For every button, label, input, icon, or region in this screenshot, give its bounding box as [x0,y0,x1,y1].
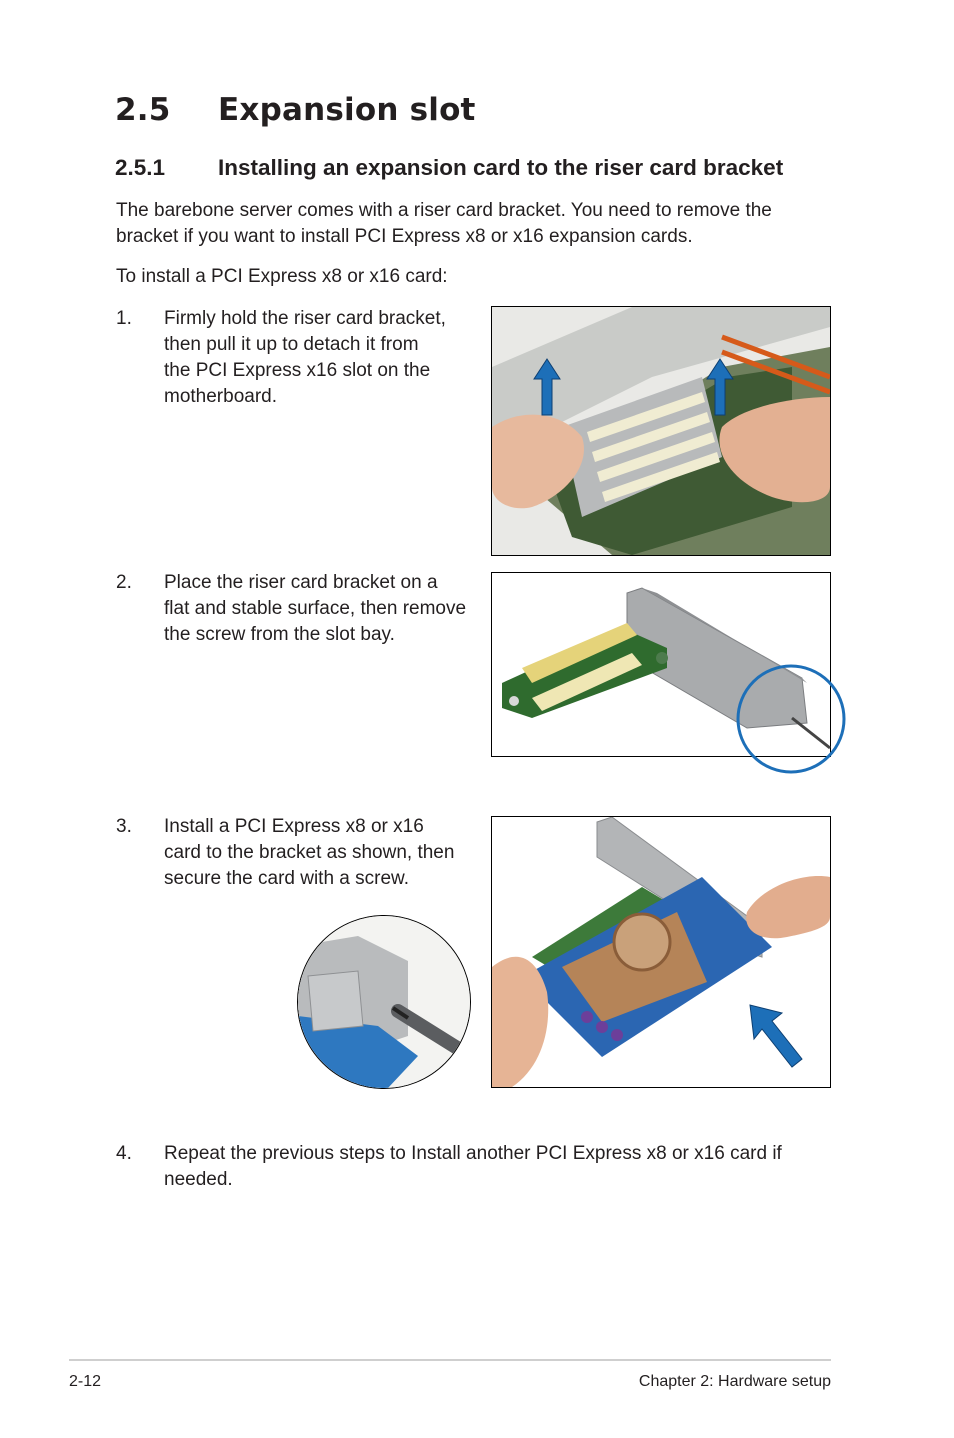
intro-line: The barebone server comes with a riser card bracket. You need to remove the [116,200,772,221]
section-title: Expansion slot [218,92,476,128]
step-3-figure [491,816,831,1088]
step-2-number: 2. [116,572,132,593]
step-line: the PCI Express x16 slot on the [164,360,431,381]
step-1-number: 1. [116,308,132,329]
intro-paragraph [116,198,816,250]
intro-line: bracket if you want to install PCI Express x8 or x16 expansion cards. [116,226,693,247]
subsection-number: 2.5.1 [115,155,166,180]
lead-in-text: To install a PCI Express x8 or x16 card: [116,266,448,287]
step-line: Install a PCI Express x8 or x16 [164,816,424,837]
step-line: Repeat the previous steps to Install another PCI Express x8 or x16 card if [164,1143,782,1164]
screw-closeup-inset [297,915,471,1089]
step-3-text [164,814,454,892]
section-heading [115,92,476,128]
step-line: Place the riser card bracket on a [164,572,438,593]
step-2-figure [491,572,831,757]
section-number: 2.5 [115,92,171,128]
step-line: needed. [164,1169,233,1190]
step-4-number: 4. [116,1143,132,1164]
step-line: Firmly hold the riser card bracket, [164,308,446,329]
step-line: card to the bracket as shown, then [164,842,455,863]
step-1-text [164,306,446,410]
subsection-heading [115,155,783,181]
step-line: motherboard. [164,386,278,407]
step-2-text [164,570,466,648]
subsection-title: Installing an expansion card to the riser card bracket [218,155,784,180]
step-line: secure the card with a screw. [164,868,409,889]
step-line: the screw from the slot bay. [164,624,395,645]
page-number: 2-12 [69,1373,102,1390]
chapter-label: Chapter 2: Hardware setup [638,1373,831,1390]
step-line: then pull it up to detach it from [164,334,419,355]
step-3-number: 3. [116,816,132,837]
step-1-figure [491,306,831,556]
step-4-text [164,1141,782,1193]
footer-divider [69,1359,831,1361]
step-line: flat and stable surface, then remove [164,598,467,619]
